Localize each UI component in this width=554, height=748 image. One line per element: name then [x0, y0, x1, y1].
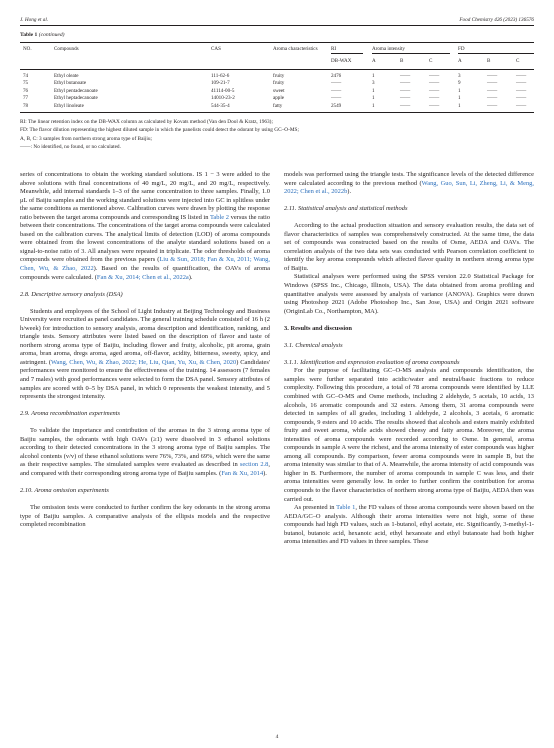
- section-heading-3-1: 3.1. Chemical analysis: [284, 341, 343, 349]
- section-heading-2-11: 2.11. Statistical analysis and statistical methods: [284, 205, 408, 213]
- text: ).: [347, 188, 352, 196]
- table-cell-fb: ——: [487, 95, 498, 102]
- table-subrule-intensity: [372, 53, 450, 54]
- col-header-cas: CAS: [211, 46, 221, 52]
- col-header-no: NO.: [23, 46, 32, 52]
- table-cell-ri: ——: [331, 87, 342, 94]
- table-notes: [20, 118, 534, 152]
- table-cell-ri: 2476: [331, 73, 342, 79]
- table-cell-ri: ——: [331, 80, 342, 87]
- table-cell-fb: ——: [487, 80, 498, 87]
- table-cell-ic: ——: [429, 73, 440, 79]
- text: To validate the importance and contribution of the aromas in the 3 strong aroma type of Baijiu samples, the odorants with high OAVs (≥1) were dissolved in 3 ethanol solutions according to their detected concentrations in the 3 strong aroma type of Baijiu samples. The alcohol contents (v/v) of these ethanol solutions were 76%, 73%, and 69%, which were the same as their respective samples. The simulated samples were evaluated as described in: [20, 427, 270, 469]
- table-cell-fc: ——: [516, 80, 527, 87]
- section-heading-2-9: 2.9. Aroma recombination experiments: [20, 410, 121, 418]
- table-cell-cas: 41114-00-5: [211, 87, 235, 94]
- col-header-ri-sub: DB-WAX: [331, 58, 352, 64]
- text: versus the ratio between their concentrations. The concentrations of the target aroma compounds were calculated based on the calibration curves. The analytical limits of detection (LOD) of aroma compounds were obtained from the lowest concentrations of the analyte standard solutions based on a signal-to-noise ratio of 3. All analyses were repeated in triplicate. The odor thresholds of aroma compounds were obtained from the previous papers (: [20, 213, 270, 264]
- table-rule-mid: [20, 69, 534, 70]
- paragraph: The omission tests were conducted to further confirm the key odorants in the strong aroma type of Baijiu samples. A comparative analysis of the ellipsis models and the respective completed recombination: [20, 504, 270, 529]
- table-cell-fc: ——: [516, 73, 527, 79]
- table-cell-ic: ——: [429, 95, 440, 102]
- table-cell-fa: 9: [458, 80, 461, 87]
- citation-link[interactable]: section 2.8: [239, 461, 269, 469]
- table-cell-aroma: fruity: [273, 80, 285, 87]
- table-cell-fa: 1: [458, 102, 461, 109]
- table-cell-ic: ——: [429, 102, 440, 109]
- table-cell-ic: ——: [429, 87, 440, 94]
- col-header-intensity-c: C: [429, 58, 433, 64]
- text: Students and employees of the School of Light Industry at Beijing Technology and Business University were recruited as panel candidates. The general training schedule consisted of 16 h (2 h/week) for introduction to sensory analysis, aroma description and identification, ranking, and triangle tests. Sensory attributes were listed based on the description of flavor and taste of northern strong aroma type of Baijiu, including flower and fruity, alcoholic, pit aroma, grain aroma, bran aroma, dregs aroma, aged aroma, off-flavor, acidity, bitterness, sweety, spicy, and astringent. (: [20, 307, 270, 366]
- page-number: 4: [275, 734, 279, 740]
- table-cell-no: 75: [23, 80, 29, 87]
- table-cell-ia: 1: [372, 87, 375, 94]
- table-cell-cas: 14010-23-2: [211, 95, 235, 102]
- table-cell-fb: ——: [487, 87, 498, 94]
- table-note: RI: The linear retention index on the DB-WAX column as calculated by Kovats method (Van den Dool & Kratz, 1963);: [20, 119, 273, 125]
- col-header-fd: FD: [458, 46, 465, 52]
- col-header-compounds: Compounds: [54, 46, 79, 52]
- table-caption-label: Table 1: [20, 32, 38, 38]
- table-cell-ib: ——: [400, 73, 411, 79]
- table-note: ——: No identified, no found, or no calculated.: [20, 144, 121, 151]
- col-header-fd-a: A: [458, 58, 462, 64]
- text: ).: [263, 469, 267, 477]
- table-cell-no: 77: [23, 95, 29, 102]
- table-note: FD: The flavor dilution representing the highest diluted sample in which the panelists could detect the odorant by using GC–O-MS;: [20, 127, 299, 134]
- table-subrule-ri: [331, 53, 363, 54]
- text: As presented in: [294, 504, 337, 512]
- table-cell-ib: ——: [400, 102, 411, 109]
- table-cell-ic: ——: [429, 80, 440, 87]
- citation-link[interactable]: Wang, Chen, Wu, & Zhao, 2022; He, Liu, Qian, Yu, Xu, & Chen, 2020: [50, 358, 237, 366]
- col-header-fd-b: B: [487, 58, 491, 64]
- text: series of concentrations to obtain the working standard solutions. IS 1 − 3 were added to the above solutions with final concentrations of 40 mg/L, 20 mg/L, and 20 mg/L, respectively. Meanwhile, add internal standards 1–3 of the same concentration to three samples. Finally, 1.0 μL of Baijiu samples and the working standard solutions were injected into GC in splitless under the same conditions as mentioned above. Calibration curves were drawn by plotting the response ratio between the target aroma compounds and corresponding IS listed in: [20, 171, 270, 221]
- table-cell-fc: ——: [516, 102, 527, 109]
- paragraph: For the purpose of facilitating GC–O-MS analysis and compounds identification, the samples were further separated into acidic/water and neutral/basic fractions to reduce complexity. Following this procedure, a total of 78 aroma compounds were identified by LLE combined with GC–O-MS and Osme methods, including 2 aldehyde, 5 acetals, 10 acids, 13 alcohols, 16 aromatic compounds and 32 esters. Among them, 31 aroma compounds were detected in samples of all grades, including 1 aldehyde, 2 alcohols, 3 acetals, 6 aromatic compounds, 9 esters and 10 acids. The results showed that alcohols and esters mainly exhibited fruity and sweet aroma, while acids showed cheesy and fatty aroma. Moreover, the aroma intensities of aroma compounds were recorded according to Osme. In general, aroma compounds in sample A were the richest, and the aroma intensity of ester compounds was higher among all compounds. By comparison, fewer aroma compounds were in sample B, but the aroma intensity was similar to that of A. Meanwhile, the aroma intensity of acid compounds was higher in B. Furthermore, the number of aroma compounds in sample C was less, and their aroma intensities were generally low. In order to further confirm the contribution for aroma compounds to the flavor characteristics of northern strong aroma type of Baijiu, AEDA then was carried out.: [284, 367, 534, 503]
- section-heading-3-1-1: 3.1.1. Identification and expression evaluation of aroma compounds: [284, 358, 460, 366]
- section-heading-2-8: 2.8. Descriptive sensory analysis (DSA): [20, 290, 123, 298]
- citation-link[interactable]: Wang, Guo, Sun, Li, Zheng, Li, & Meng, 2022; Chen et al., 2022b: [284, 179, 534, 196]
- table-note: A, B, C: 3 samples from northern strong aroma type of Baijiu;: [20, 135, 152, 142]
- table-cell-no: 78: [23, 102, 29, 109]
- table-cell-fc: ——: [516, 95, 527, 102]
- table-cell-ia: 1: [372, 102, 375, 109]
- citation-link[interactable]: Liu & Sun, 2018; Fan & Xu, 2011; Wang, Chen, Wu, & Zhao, 2022: [20, 256, 270, 273]
- header-rule: [20, 25, 534, 26]
- paragraph: [284, 504, 534, 547]
- table-cell-fb: ——: [487, 102, 498, 109]
- table-cell-cas: 109-21-7: [211, 80, 230, 87]
- text: , and compared with their corresponding strong aroma type of Baijiu samples. (: [20, 461, 270, 477]
- table-cell-ib: ——: [400, 87, 411, 94]
- table-cell-cas: 544-35-4: [211, 102, 230, 109]
- citation-link[interactable]: Table 2: [209, 213, 229, 221]
- paragraph: According to the actual production situation and sensory evaluation results, the data set of flavor characteristics of samples was comprehensively constructed. At the same time, the data set of compounds was constructed based on the results of Osme, AEDA and OAVs. The correlation analysis of the two data sets was conducted with Pearson correlation coefficient to identify the key aroma compounds which affected flavor quality in northern strong aroma type of Baijiu.: [284, 222, 534, 272]
- table-cell-name: Ethyl butanoate: [54, 80, 87, 87]
- table-cell-aroma: apple: [273, 95, 285, 102]
- table-subrule-fd: [458, 53, 534, 54]
- text: , the FD values of those aroma compounds were shown based on the AEDA/GC–O analysis. Although their aroma intensities were not high, some of these compounds had high FD values, such as 1-butanol, ethyl acetate, etc. Significantly, 3-methyl-1-butanol, butanoic acid, hexanoic acid, ethyl hexanoate and ethyl butanoate had both higher aroma intensities and FD values in three samples. These: [284, 504, 534, 546]
- table-cell-ia: 3: [372, 80, 375, 87]
- col-header-ri: RI: [331, 46, 337, 52]
- table-cell-aroma: sweet: [273, 87, 285, 94]
- table-cell-name: Ethyl pentadecanoate: [54, 87, 98, 94]
- table-cell-fa: 3: [458, 73, 461, 79]
- table-cell-ib: ——: [400, 95, 411, 102]
- table-cell-cas: 111-62-6: [211, 73, 230, 79]
- paragraph: [20, 308, 270, 402]
- table-cell-no: 76: [23, 87, 29, 94]
- paragraph: [20, 427, 270, 478]
- running-head-journal: Food Chemistry 426 (2023) 136576: [459, 17, 534, 23]
- table-cell-ia: 1: [372, 73, 375, 79]
- col-header-fd-c: C: [516, 58, 520, 64]
- right-column: [284, 171, 534, 547]
- table-cell-ia: 1: [372, 95, 375, 102]
- table-rule-bottom: [20, 112, 534, 113]
- table-cell-ri: ——: [331, 95, 342, 102]
- citation-link[interactable]: Fan & Xu, 2014: [221, 469, 264, 477]
- text: ) Candidates' performances were monitored to ensure the effectiveness of the training. 14 assessors (7 females and 7 males) with good performances were selected to form the DSA panel. Sensory attributes of samples are scored with 0–5 by DSA panel, in which 0 represents the weakest intensity, and 5 represents the strongest intensity.: [20, 358, 270, 401]
- table-cell-ri: 2549: [331, 102, 342, 109]
- left-column: [20, 171, 270, 530]
- table-cell-fb: ——: [487, 73, 498, 79]
- table-cell-name: Ethyl heptadecanoate: [54, 95, 98, 102]
- col-header-intensity: Aroma intensity: [372, 46, 405, 52]
- data-table: [20, 42, 534, 114]
- section-heading-2-10: 2.10. Aroma omission experiments: [20, 487, 109, 494]
- table-caption-note: (continued): [38, 32, 65, 38]
- running-head-authors: J. Hong et al.: [20, 17, 49, 23]
- section-heading-3: 3. Results and discussion: [284, 324, 352, 332]
- citation-link[interactable]: Fan & Xu, 2014; Chen et al., 2022a: [96, 273, 189, 281]
- col-header-intensity-a: A: [372, 58, 376, 64]
- paragraph: [20, 171, 270, 282]
- table-cell-fa: 1: [458, 87, 461, 94]
- paragraph: [284, 171, 534, 197]
- table-cell-no: 74: [23, 73, 29, 79]
- col-header-intensity-b: B: [400, 58, 404, 64]
- table-rule-top: [20, 42, 534, 43]
- table-cell-fc: ——: [516, 87, 527, 94]
- table-caption: [20, 32, 65, 38]
- paragraph: Statistical analyses were performed using the SPSS version 22.0 Statistical Package for Windows (SPSS Inc., Chicago, Illinois, USA). The data obtained from aroma profiling and quantitative analysis were assessed by analysis of variance (ANOVA). Graphics were drawn using Photoshop 2021 (Adobe Photoshop Inc., San Jose, USA) and Origin 2021 software (OriginLab Co., Northampton, MA).: [284, 273, 534, 315]
- text: ).: [188, 273, 193, 281]
- table-cell-name: Ethyl oleate: [54, 73, 79, 79]
- table-cell-aroma: fatty: [273, 102, 283, 109]
- table-cell-fa: 1: [458, 95, 461, 102]
- text: models was performed using the triangle tests. The significance levels of the detected difference were calculated according to the previous method (: [284, 171, 534, 187]
- text: ). Based on the results of quantification, the OAVs of aroma compounds were calculated. (: [20, 265, 270, 281]
- table-cell-aroma: fruity: [273, 73, 285, 79]
- citation-link[interactable]: Table 1: [336, 504, 356, 512]
- table-cell-name: Ethyl linoleate: [54, 102, 84, 109]
- col-header-aroma: Aroma characteristics: [273, 46, 318, 52]
- table-cell-ib: ——: [400, 80, 411, 87]
